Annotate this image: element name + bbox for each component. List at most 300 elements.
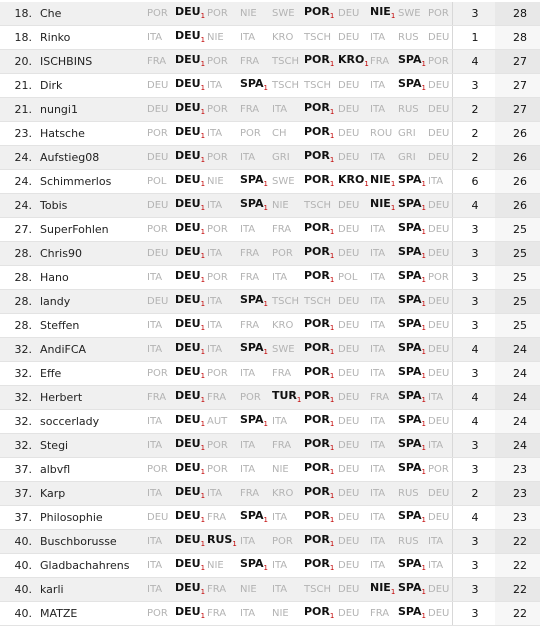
pick-cell bbox=[147, 602, 168, 626]
pick-team-code: TSCH bbox=[272, 295, 299, 307]
pick-cell bbox=[370, 122, 392, 146]
pick-cell bbox=[370, 242, 385, 266]
pick-team-code: DEU bbox=[428, 511, 450, 523]
pick-team-code: RUS bbox=[398, 487, 419, 499]
pick-cell bbox=[428, 554, 443, 578]
pick-hit-marker: 1 bbox=[421, 299, 426, 308]
pick-cell bbox=[147, 554, 162, 578]
rank-cell: 37. bbox=[14, 510, 32, 524]
table-row bbox=[0, 290, 540, 314]
pick-cell bbox=[428, 506, 449, 530]
column-divider bbox=[452, 458, 453, 481]
points-cell: 25 bbox=[513, 222, 527, 236]
pick-team-code: TSCH bbox=[304, 199, 331, 211]
pick-team-code: DEU bbox=[338, 223, 360, 235]
points-cell: 23 bbox=[513, 510, 527, 524]
pick-cell bbox=[240, 386, 261, 410]
pick-cell bbox=[338, 194, 359, 218]
pick-cell bbox=[272, 170, 295, 194]
pick-cell bbox=[370, 482, 385, 506]
pick-cell bbox=[338, 458, 359, 482]
pick-hit-marker: 1 bbox=[329, 323, 335, 332]
column-divider bbox=[452, 74, 453, 97]
pick-team-code: NIE bbox=[240, 7, 257, 19]
pick-hit-marker: 1 bbox=[329, 131, 335, 140]
pick-hit-marker: 1 bbox=[200, 347, 206, 356]
column-divider bbox=[452, 218, 453, 241]
pick-hit-marker: 1 bbox=[200, 35, 206, 44]
pick-cell-hit bbox=[338, 48, 369, 76]
rank-cell: 24. bbox=[14, 150, 32, 164]
pick-team-code: SPA bbox=[398, 76, 422, 90]
points-cell: 26 bbox=[513, 150, 527, 164]
pick-cell bbox=[207, 2, 228, 26]
pick-cell bbox=[428, 26, 449, 50]
rank-cell: 27. bbox=[14, 222, 32, 236]
pick-team-code: DEU bbox=[175, 292, 201, 306]
pick-team-code: ITA bbox=[240, 31, 256, 43]
pick-team-code: ITA bbox=[147, 559, 163, 571]
pick-team-code: ITA bbox=[272, 103, 288, 115]
pick-team-code: POR bbox=[207, 439, 228, 451]
rank-cell: 32. bbox=[14, 342, 32, 356]
pick-hit-marker: 1 bbox=[329, 155, 335, 164]
hits-count-cell: 4 bbox=[471, 198, 479, 212]
pick-team-code: NIE bbox=[370, 4, 391, 18]
column-divider bbox=[452, 386, 453, 409]
pick-hit-marker: 1 bbox=[263, 299, 268, 308]
pick-cell bbox=[338, 122, 359, 146]
pick-hit-marker: 1 bbox=[421, 83, 426, 92]
points-cell: 24 bbox=[513, 366, 527, 380]
pick-team-code: DEU bbox=[175, 604, 201, 618]
pick-cell bbox=[207, 362, 228, 386]
pick-cell bbox=[398, 122, 416, 146]
pick-team-code: SPA bbox=[398, 436, 422, 450]
pick-hit-marker: 1 bbox=[200, 491, 206, 500]
hits-count-cell: 3 bbox=[471, 294, 479, 308]
pick-cell bbox=[147, 578, 162, 602]
pick-team-code: FRA bbox=[370, 391, 390, 403]
pick-cell bbox=[240, 314, 259, 338]
pick-team-code: POR bbox=[147, 463, 168, 475]
pick-cell bbox=[272, 578, 287, 602]
pick-team-code: POR bbox=[207, 7, 228, 19]
pick-team-code: DEU bbox=[175, 532, 201, 546]
pick-hit-marker: 1 bbox=[421, 323, 426, 332]
pick-cell bbox=[398, 2, 421, 26]
pick-cell bbox=[147, 314, 162, 338]
rank-cell: 23. bbox=[14, 126, 32, 140]
pick-team-code: SPA bbox=[240, 556, 264, 570]
table-row bbox=[0, 170, 540, 194]
pick-team-code: DEU bbox=[175, 172, 201, 186]
pick-team-code: FRA bbox=[147, 391, 167, 403]
pick-hit-marker: 1 bbox=[329, 275, 335, 284]
points-cell: 28 bbox=[513, 30, 527, 44]
pick-team-code: ITA bbox=[147, 271, 163, 283]
pick-cell bbox=[428, 314, 449, 338]
pick-cell bbox=[370, 506, 385, 530]
column-divider bbox=[452, 146, 453, 169]
pick-cell bbox=[207, 98, 228, 122]
pick-cell bbox=[428, 578, 449, 602]
pick-hit-marker: 1 bbox=[232, 539, 237, 548]
pick-team-code: DEU bbox=[175, 28, 201, 42]
rank-cell: 21. bbox=[14, 78, 32, 92]
pick-team-code: SPA bbox=[398, 244, 422, 258]
player-name-cell: Che bbox=[40, 6, 62, 20]
pick-team-code: DEU bbox=[338, 79, 360, 91]
pick-team-code: NIE bbox=[272, 607, 289, 619]
pick-cell bbox=[147, 506, 168, 530]
pick-team-code: ITA bbox=[272, 415, 288, 427]
rank-cell: 32. bbox=[14, 414, 32, 428]
pick-hit-marker: 1 bbox=[421, 443, 426, 452]
rank-cell: 32. bbox=[14, 438, 32, 452]
pick-cell-hit bbox=[240, 192, 268, 220]
pick-team-code: ITA bbox=[240, 535, 256, 547]
pick-cell bbox=[338, 482, 359, 506]
pick-hit-marker: 1 bbox=[200, 251, 206, 260]
pick-cell bbox=[147, 146, 168, 170]
pick-cell bbox=[398, 26, 419, 50]
pick-cell bbox=[370, 26, 385, 50]
pick-team-code: SPA bbox=[398, 604, 422, 618]
table-row bbox=[0, 434, 540, 458]
pick-team-code: DEU bbox=[338, 103, 360, 115]
pick-cell bbox=[304, 26, 331, 50]
pick-team-code: ITA bbox=[370, 79, 386, 91]
table-row bbox=[0, 26, 540, 50]
player-name-cell: Dirk bbox=[40, 78, 63, 92]
pick-cell bbox=[428, 458, 449, 482]
pick-team-code: ITA bbox=[370, 151, 386, 163]
table-row bbox=[0, 122, 540, 146]
pick-hit-marker: 1 bbox=[200, 539, 206, 548]
pick-cell bbox=[428, 530, 443, 554]
pick-cell bbox=[272, 26, 293, 50]
pick-cell-hit bbox=[304, 552, 334, 580]
column-divider bbox=[452, 578, 453, 601]
pick-team-code: FRA bbox=[207, 607, 227, 619]
pick-cell bbox=[304, 74, 331, 98]
pick-team-code: POR bbox=[428, 271, 449, 283]
pick-cell bbox=[207, 410, 227, 434]
pick-hit-marker: 1 bbox=[329, 467, 335, 476]
pick-team-code: TUR bbox=[272, 388, 297, 402]
pick-team-code: POR bbox=[207, 223, 228, 235]
pick-team-code: ITA bbox=[370, 319, 386, 331]
pick-hit-marker: 1 bbox=[421, 59, 426, 68]
pick-cell bbox=[428, 74, 449, 98]
column-divider bbox=[452, 242, 453, 265]
pick-cell bbox=[207, 506, 226, 530]
pick-team-code: ITA bbox=[207, 127, 223, 139]
pick-cell bbox=[398, 530, 419, 554]
pick-team-code: DEU bbox=[338, 7, 360, 19]
pick-cell bbox=[272, 530, 293, 554]
pick-cell bbox=[207, 602, 226, 626]
pick-cell bbox=[207, 242, 222, 266]
pick-cell bbox=[272, 74, 299, 98]
pick-team-code: FRA bbox=[370, 607, 390, 619]
player-name-cell: nungi1 bbox=[40, 102, 78, 116]
points-cell: 22 bbox=[513, 534, 527, 548]
pick-team-code: DEU bbox=[147, 247, 169, 259]
pick-cell bbox=[272, 242, 293, 266]
pick-team-code: SPA bbox=[398, 508, 422, 522]
pick-team-code: ITA bbox=[207, 247, 223, 259]
pick-cell bbox=[428, 146, 449, 170]
pick-cell bbox=[240, 530, 255, 554]
pick-team-code: POR bbox=[304, 460, 330, 474]
pick-team-code: SPA bbox=[398, 412, 422, 426]
pick-hit-marker: 1 bbox=[200, 203, 206, 212]
pick-cell bbox=[240, 218, 255, 242]
pick-cell bbox=[272, 554, 287, 578]
pick-cell bbox=[147, 2, 168, 26]
pick-team-code: DEU bbox=[338, 127, 360, 139]
pick-team-code: POR bbox=[304, 484, 330, 498]
hits-count-cell: 4 bbox=[471, 390, 479, 404]
pick-team-code: NIE bbox=[272, 463, 289, 475]
pick-team-code: DEU bbox=[147, 151, 169, 163]
pick-team-code: POR bbox=[304, 268, 330, 282]
pick-team-code: ITA bbox=[370, 343, 386, 355]
pick-hit-marker: 1 bbox=[296, 395, 302, 404]
pick-team-code: POR bbox=[304, 604, 330, 618]
pick-cell bbox=[272, 122, 287, 146]
pick-cell bbox=[272, 506, 287, 530]
pick-cell bbox=[272, 602, 289, 626]
pick-hit-marker: 1 bbox=[421, 347, 426, 356]
pick-hit-marker: 1 bbox=[329, 371, 335, 380]
table-row bbox=[0, 242, 540, 266]
pick-team-code: DEU bbox=[175, 580, 201, 594]
points-cell: 27 bbox=[513, 102, 527, 116]
player-name-cell: Aufstieg08 bbox=[40, 150, 100, 164]
pick-cell bbox=[338, 26, 359, 50]
pick-team-code: DEU bbox=[175, 388, 201, 402]
pick-cell-hit bbox=[240, 552, 268, 580]
points-cell: 25 bbox=[513, 270, 527, 284]
table-row bbox=[0, 506, 540, 530]
hits-count-cell: 2 bbox=[471, 126, 479, 140]
pick-hit-marker: 1 bbox=[329, 419, 335, 428]
pick-team-code: FRA bbox=[272, 439, 292, 451]
pick-team-code: ITA bbox=[428, 559, 444, 571]
column-divider bbox=[452, 530, 453, 553]
pick-cell bbox=[370, 386, 389, 410]
pick-cell bbox=[207, 74, 222, 98]
pick-team-code: SPA bbox=[398, 292, 422, 306]
pick-cell bbox=[272, 410, 287, 434]
pick-team-code: ITA bbox=[207, 79, 223, 91]
pick-hit-marker: 1 bbox=[329, 179, 335, 188]
pick-team-code: ITA bbox=[370, 367, 386, 379]
pick-cell bbox=[207, 314, 222, 338]
pick-cell bbox=[240, 146, 255, 170]
pick-team-code: FRA bbox=[240, 487, 260, 499]
pick-hit-marker: 1 bbox=[421, 467, 426, 476]
player-name-cell: MATZE bbox=[40, 606, 78, 620]
column-divider bbox=[452, 122, 453, 145]
player-name-cell: Karp bbox=[40, 486, 66, 500]
rank-cell: 21. bbox=[14, 102, 32, 116]
pick-team-code: DEU bbox=[175, 508, 201, 522]
pick-hit-marker: 1 bbox=[200, 611, 206, 620]
pick-team-code: SPA bbox=[398, 52, 422, 66]
pick-hit-marker: 1 bbox=[200, 515, 206, 524]
table-row bbox=[0, 338, 540, 362]
pick-team-code: POR bbox=[207, 151, 228, 163]
pick-cell bbox=[370, 98, 385, 122]
pick-team-code: GRI bbox=[272, 151, 290, 163]
table-row bbox=[0, 410, 540, 434]
pick-team-code: POR bbox=[304, 388, 330, 402]
pick-team-code: ITA bbox=[272, 511, 288, 523]
pick-team-code: DEU bbox=[428, 79, 450, 91]
pick-cell-hit bbox=[398, 456, 426, 484]
pick-cell bbox=[147, 434, 162, 458]
pick-hit-marker: 1 bbox=[364, 59, 369, 68]
pick-team-code: SPA bbox=[240, 412, 264, 426]
pick-team-code: KRO bbox=[272, 31, 294, 43]
pick-cell-hit bbox=[370, 576, 395, 604]
pick-team-code: DEU bbox=[175, 316, 201, 330]
pick-cell bbox=[147, 482, 162, 506]
points-cell: 25 bbox=[513, 294, 527, 308]
pick-cell bbox=[338, 218, 359, 242]
table-row bbox=[0, 578, 540, 602]
pick-cell bbox=[338, 242, 359, 266]
pick-cell bbox=[398, 98, 419, 122]
pick-team-code: ITA bbox=[370, 103, 386, 115]
hits-count-cell: 3 bbox=[471, 582, 479, 596]
rank-cell: 32. bbox=[14, 366, 32, 380]
pick-hit-marker: 1 bbox=[390, 587, 396, 596]
rank-cell: 40. bbox=[14, 582, 32, 596]
pick-team-code: ITA bbox=[428, 391, 444, 403]
pick-hit-marker: 1 bbox=[421, 179, 426, 188]
pick-team-code: DEU bbox=[338, 487, 360, 499]
pick-hit-marker: 1 bbox=[329, 443, 335, 452]
pick-team-code: POR bbox=[304, 172, 330, 186]
pick-team-code: FRA bbox=[272, 367, 292, 379]
pick-hit-marker: 1 bbox=[421, 371, 426, 380]
pick-cell bbox=[147, 50, 166, 74]
pick-hit-marker: 1 bbox=[263, 419, 268, 428]
pick-hit-marker: 1 bbox=[200, 59, 206, 68]
pick-cell bbox=[147, 362, 168, 386]
pick-team-code: KRO bbox=[272, 487, 294, 499]
pick-cell bbox=[428, 122, 449, 146]
hits-count-cell: 3 bbox=[471, 222, 479, 236]
pick-hit-marker: 1 bbox=[390, 203, 396, 212]
pick-team-code: DEU bbox=[428, 583, 450, 595]
table-row bbox=[0, 218, 540, 242]
hits-count-cell: 3 bbox=[471, 318, 479, 332]
pick-team-code: DEU bbox=[428, 343, 450, 355]
pick-team-code: DEU bbox=[428, 199, 450, 211]
pick-hit-marker: 1 bbox=[390, 11, 396, 20]
pick-cell bbox=[272, 2, 295, 26]
pick-team-code: RUS bbox=[398, 31, 419, 43]
pick-cell bbox=[147, 122, 168, 146]
pick-team-code: DEU bbox=[428, 607, 450, 619]
points-cell: 26 bbox=[513, 198, 527, 212]
table-row bbox=[0, 386, 540, 410]
pick-team-code: ITA bbox=[240, 607, 256, 619]
rank-cell: 32. bbox=[14, 390, 32, 404]
pick-cell bbox=[207, 482, 222, 506]
pick-team-code: NIE bbox=[370, 196, 391, 210]
rank-cell: 28. bbox=[14, 318, 32, 332]
column-divider bbox=[452, 602, 453, 625]
pick-team-code: SWE bbox=[398, 7, 421, 19]
pick-cell bbox=[272, 482, 293, 506]
table-row bbox=[0, 266, 540, 290]
pick-cell-hit bbox=[304, 600, 334, 628]
pick-team-code: ITA bbox=[147, 415, 163, 427]
pick-team-code: SPA bbox=[240, 196, 264, 210]
player-name-cell: Rinko bbox=[40, 30, 71, 44]
pick-cell-hit bbox=[240, 72, 268, 100]
pick-team-code: POR bbox=[304, 340, 330, 354]
pick-cell bbox=[338, 386, 359, 410]
pick-cell bbox=[370, 530, 385, 554]
pick-cell bbox=[428, 194, 449, 218]
pick-cell-hit bbox=[304, 168, 334, 196]
pick-team-code: POR bbox=[240, 127, 261, 139]
pick-team-code: ITA bbox=[428, 535, 444, 547]
column-divider bbox=[452, 266, 453, 289]
rank-cell: 20. bbox=[14, 54, 32, 68]
pick-team-code: DEU bbox=[175, 340, 201, 354]
player-name-cell: Herbert bbox=[40, 390, 83, 404]
column-divider bbox=[452, 26, 453, 49]
column-divider bbox=[452, 362, 453, 385]
pick-team-code: POR bbox=[147, 607, 168, 619]
table-row bbox=[0, 2, 540, 26]
pick-team-code: DEU bbox=[175, 4, 201, 18]
pick-team-code: FRA bbox=[370, 55, 390, 67]
pick-team-code: DEU bbox=[338, 319, 360, 331]
points-cell: 28 bbox=[513, 6, 527, 20]
pick-cell-hit bbox=[240, 504, 268, 532]
pick-team-code: DEU bbox=[338, 439, 360, 451]
pick-team-code: NIE bbox=[207, 559, 224, 571]
pick-team-code: FRA bbox=[240, 247, 260, 259]
pick-team-code: RUS bbox=[207, 532, 233, 546]
hits-count-cell: 3 bbox=[471, 534, 479, 548]
pick-cell bbox=[207, 554, 224, 578]
pick-team-code: POR bbox=[207, 367, 228, 379]
pick-team-code: ITA bbox=[370, 559, 386, 571]
pick-team-code: ITA bbox=[147, 583, 163, 595]
pick-team-code: DEU bbox=[175, 364, 201, 378]
pick-cell bbox=[428, 242, 449, 266]
pick-cell bbox=[240, 266, 259, 290]
pick-team-code: ITA bbox=[207, 319, 223, 331]
player-name-cell: AndiFCA bbox=[40, 342, 87, 356]
player-name-cell: karli bbox=[40, 582, 64, 596]
pick-cell bbox=[240, 26, 255, 50]
table-row bbox=[0, 146, 540, 170]
pick-hit-marker: 1 bbox=[421, 227, 426, 236]
pick-hit-marker: 1 bbox=[200, 563, 206, 572]
